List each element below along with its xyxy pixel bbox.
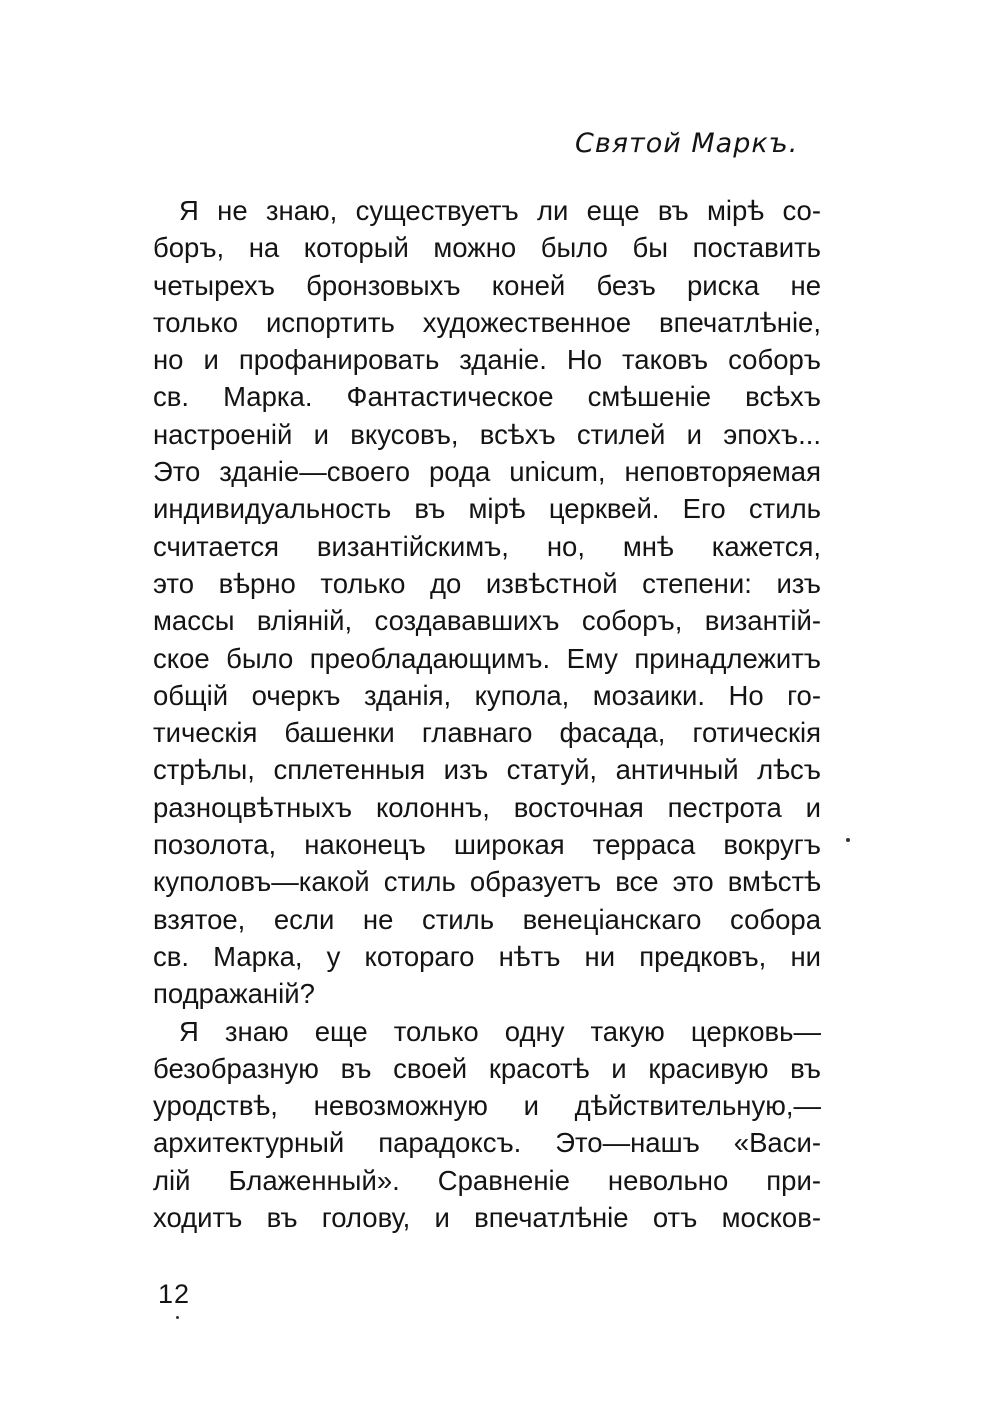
text-line: общій очеркъ зданія, купола, мозаики. Но го-	[153, 679, 821, 711]
text-line: настроеній и вкусовъ, всѣхъ стилей и эпохъ...	[153, 418, 821, 450]
text-line: разноцвѣтныхъ колоннъ, восточная пестрота и	[153, 791, 821, 823]
text-line: Это зданіе—своего рода unicum, неповторяемая	[153, 456, 821, 488]
text-line: тическія башенки главнаго фасада, готическія	[153, 717, 821, 749]
text-line: ское было преобладающимъ. Ему принадлежитъ	[153, 642, 821, 674]
text-line: Я знаю еще только одну такую церковь—	[179, 1015, 821, 1047]
body-text	[153, 192, 821, 1236]
text-line: считается византійскимъ, но, мнѣ кажется,	[153, 530, 821, 562]
text-line: Я не знаю, существуетъ ли еще въ мірѣ со-	[179, 195, 821, 226]
text-line: взятое, если не стиль венеціанскаго собора	[153, 903, 821, 935]
text-line: стрѣлы, сплетенныя изъ статуй, античный лѣсъ	[153, 754, 821, 786]
text-line: безобразную въ своей красотѣ и красивую въ	[153, 1052, 821, 1084]
text-line: четырехъ бронзовыхъ коней безъ риска не	[153, 269, 821, 301]
text-line: боръ, на который можно было бы поставить	[153, 232, 821, 264]
text-line: это вѣрно только до извѣстной степени: изъ	[153, 567, 821, 599]
text-line: массы вліяній, создававшихъ соборъ, византій-	[153, 605, 821, 637]
text-line: св. Марка. Фантастическое смѣшеніе всѣхъ	[153, 381, 821, 413]
ink-speck	[846, 838, 850, 842]
text-line: лій Блаженный». Сравненіе невольно при-	[153, 1164, 821, 1196]
text-line: куполовъ—какой стиль образуетъ все это вмѣстѣ	[153, 866, 821, 898]
text-line: подражаній?	[153, 978, 315, 1010]
text-line: но и профанировать зданіе. Но таковъ соборъ	[153, 344, 821, 376]
text-line: уродствѣ, невозможную и дѣйствительную,—	[153, 1090, 821, 1122]
text-line: индивидуальность въ мірѣ церквей. Его стиль	[153, 493, 821, 525]
text-line: ходитъ въ голову, и впечатлѣніе отъ москов-	[153, 1202, 821, 1234]
ink-speck	[176, 1316, 179, 1319]
text-line: св. Марка, у котораго нѣтъ ни предковъ, ни	[153, 940, 821, 972]
text-line: только испортить художественное впечатлѣніе,	[153, 306, 821, 338]
running-head: Святой Маркъ.	[575, 128, 799, 159]
text-line: позолота, наконецъ широкая терраса вокругъ	[153, 829, 821, 861]
page-number: 12	[158, 1279, 191, 1309]
text-line: архитектурный парадоксъ. Это—нашъ «Васи-	[153, 1127, 821, 1159]
